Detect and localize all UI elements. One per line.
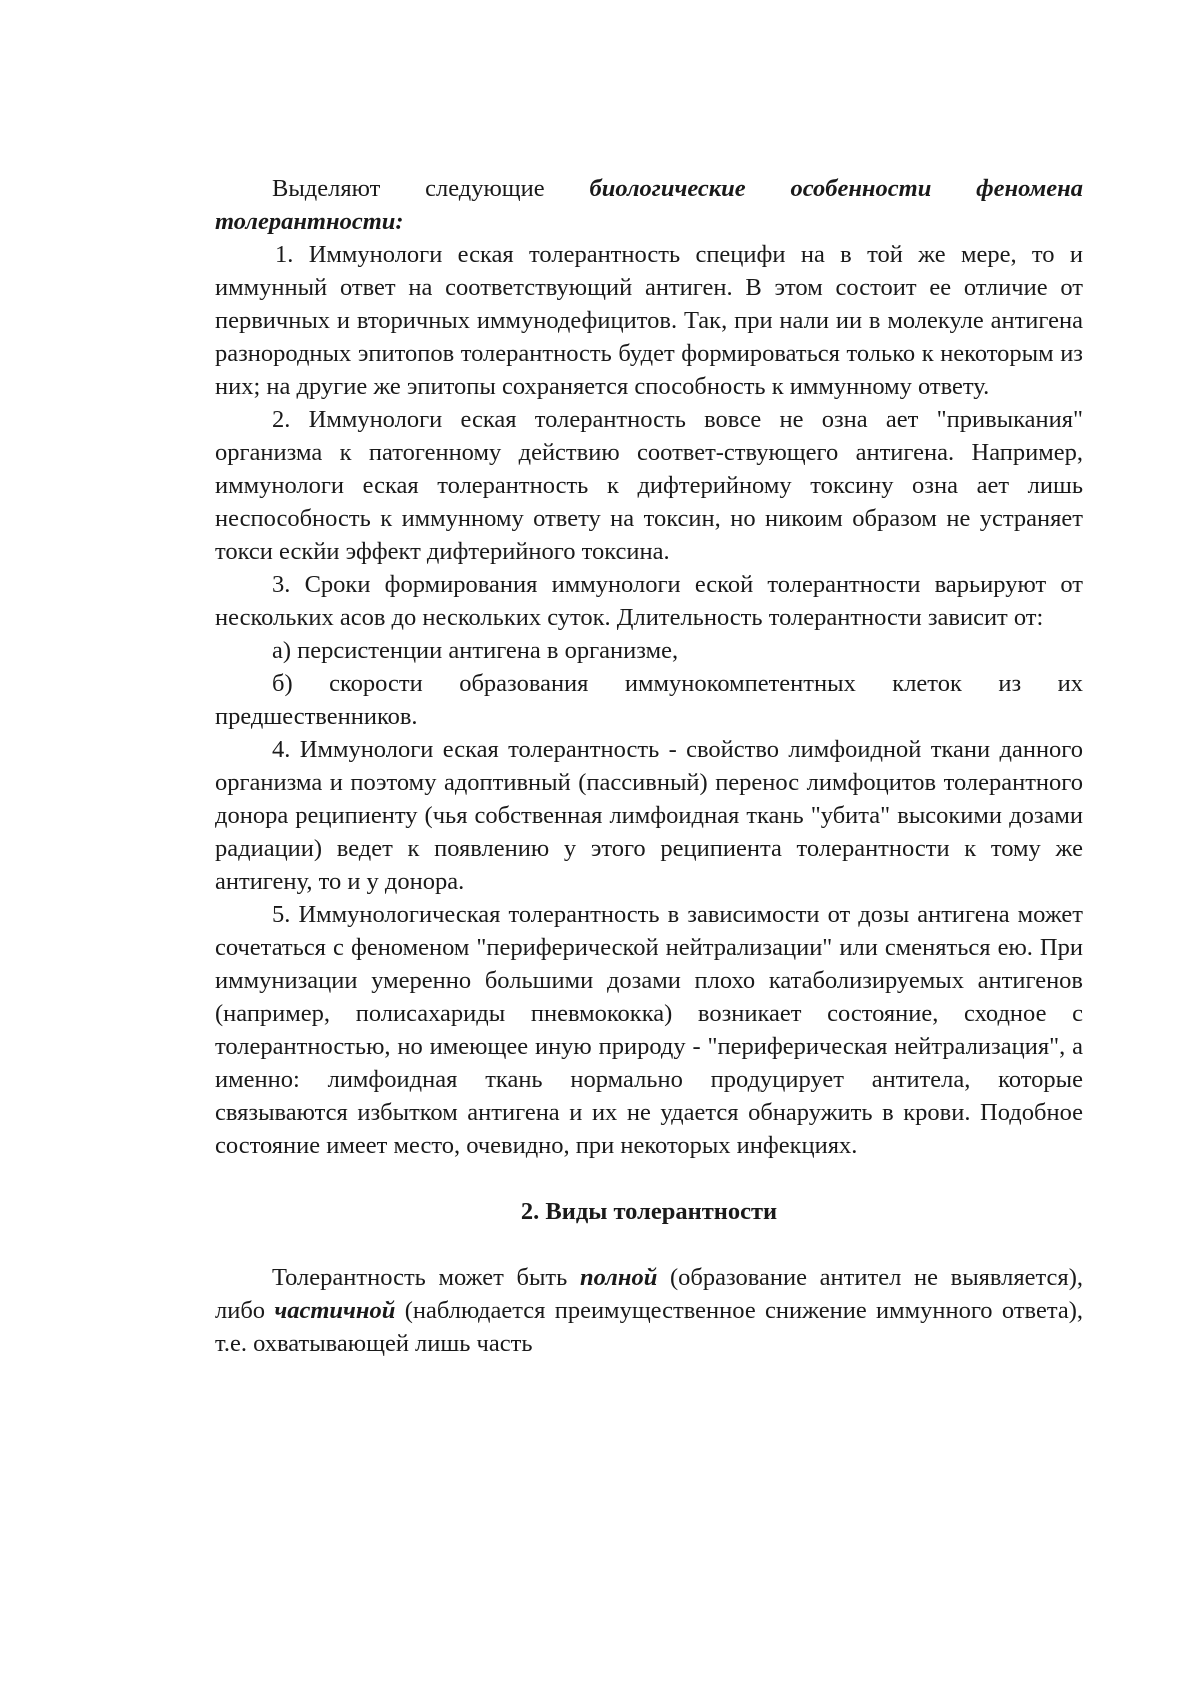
closing-emphasis-partial: частичной (274, 1297, 396, 1324)
closing-paragraph (215, 1261, 1083, 1360)
closing-part-3: (наблюдается преимущественное снижение иммунного ответа), т.е. охватывающей лишь часть (215, 1297, 1083, 1357)
closing-part-2: (образование антител не выявляется), либо (215, 1264, 1083, 1324)
list-item-3: 3. Сроки формирования иммунологи еской толерантности варьируют от нескольких асов до нескольких суток. Длительность толерантности зависит от: (215, 571, 1083, 631)
closing-emphasis-full: полной (580, 1264, 658, 1291)
list-item-4: 4. Иммунологи еская толерантность - свойство лимфоидной ткани данного организма и поэтому адоптивный (пассивный) перенос лимфоцитов толерантного донора реципиенту (чья собственная лимфоидная ткань "убита" высокими дозами радиации) ведет к появлению у этого реципиента толерантности к тому же антигену, то и у донора. (215, 736, 1083, 895)
intro-paragraph (215, 172, 1083, 238)
list-item-2: 2. Иммунологи еская толерантность вовсе не озна ает "привыкания" организма к патогенному действию соответ-ствующего антигена. Например, иммунологи еская толерантность к дифтерийному токсину озна ает лишь неспособность к иммунному ответу на токсин, но никоим образом не устраняет токси ескйи эффект дифтерийного токсина. (215, 406, 1083, 565)
document-page (215, 172, 1083, 1360)
intro-emphasis: биологические особенности феномена толерантности: (215, 175, 1083, 235)
sub-item-a: а) персистенции антигена в организме, (272, 637, 679, 664)
list-item-1: 1. Иммунологи еская толерантность специфи на в той же мере, то и иммунный ответ на соответствующий антиген. В этом состоит ее отличие от первичных и вторичных иммунодефицитов. Так, при нали ии в молекуле антигена разнородных эпитопов толерантность будет формироваться только к некоторым из них; на другие же эпитопы сохраняется способность к иммунному ответу. (215, 241, 1083, 400)
section-heading: 2. Виды толерантности (520, 1198, 778, 1225)
intro-lead: Выделяют следующие (272, 175, 590, 202)
sub-item-b: б) скорости образования иммунокомпетентных клеток из их предшественников. (215, 670, 1083, 730)
closing-part-1: Толерантность может быть (272, 1264, 580, 1291)
list-item-5: 5. Иммунологическая толерантность в зависимости от дозы антигена может сочетаться с феноменом "периферической нейтрализации" или сменяться ею. При иммунизации умеренно большими дозами плохо катаболизируемых антигенов (например, полисахариды пневмококка) возникает состояние, сходное с толерантностью, но имеющее иную природу - "периферическая нейтрализация", а именно: лимфоидная ткань нормально продуцирует антитела, которые связываются избытком антигена и их не удается обнаружить в крови. Подобное состояние имеет место, очевидно, при некоторых инфекциях. (215, 901, 1083, 1159)
